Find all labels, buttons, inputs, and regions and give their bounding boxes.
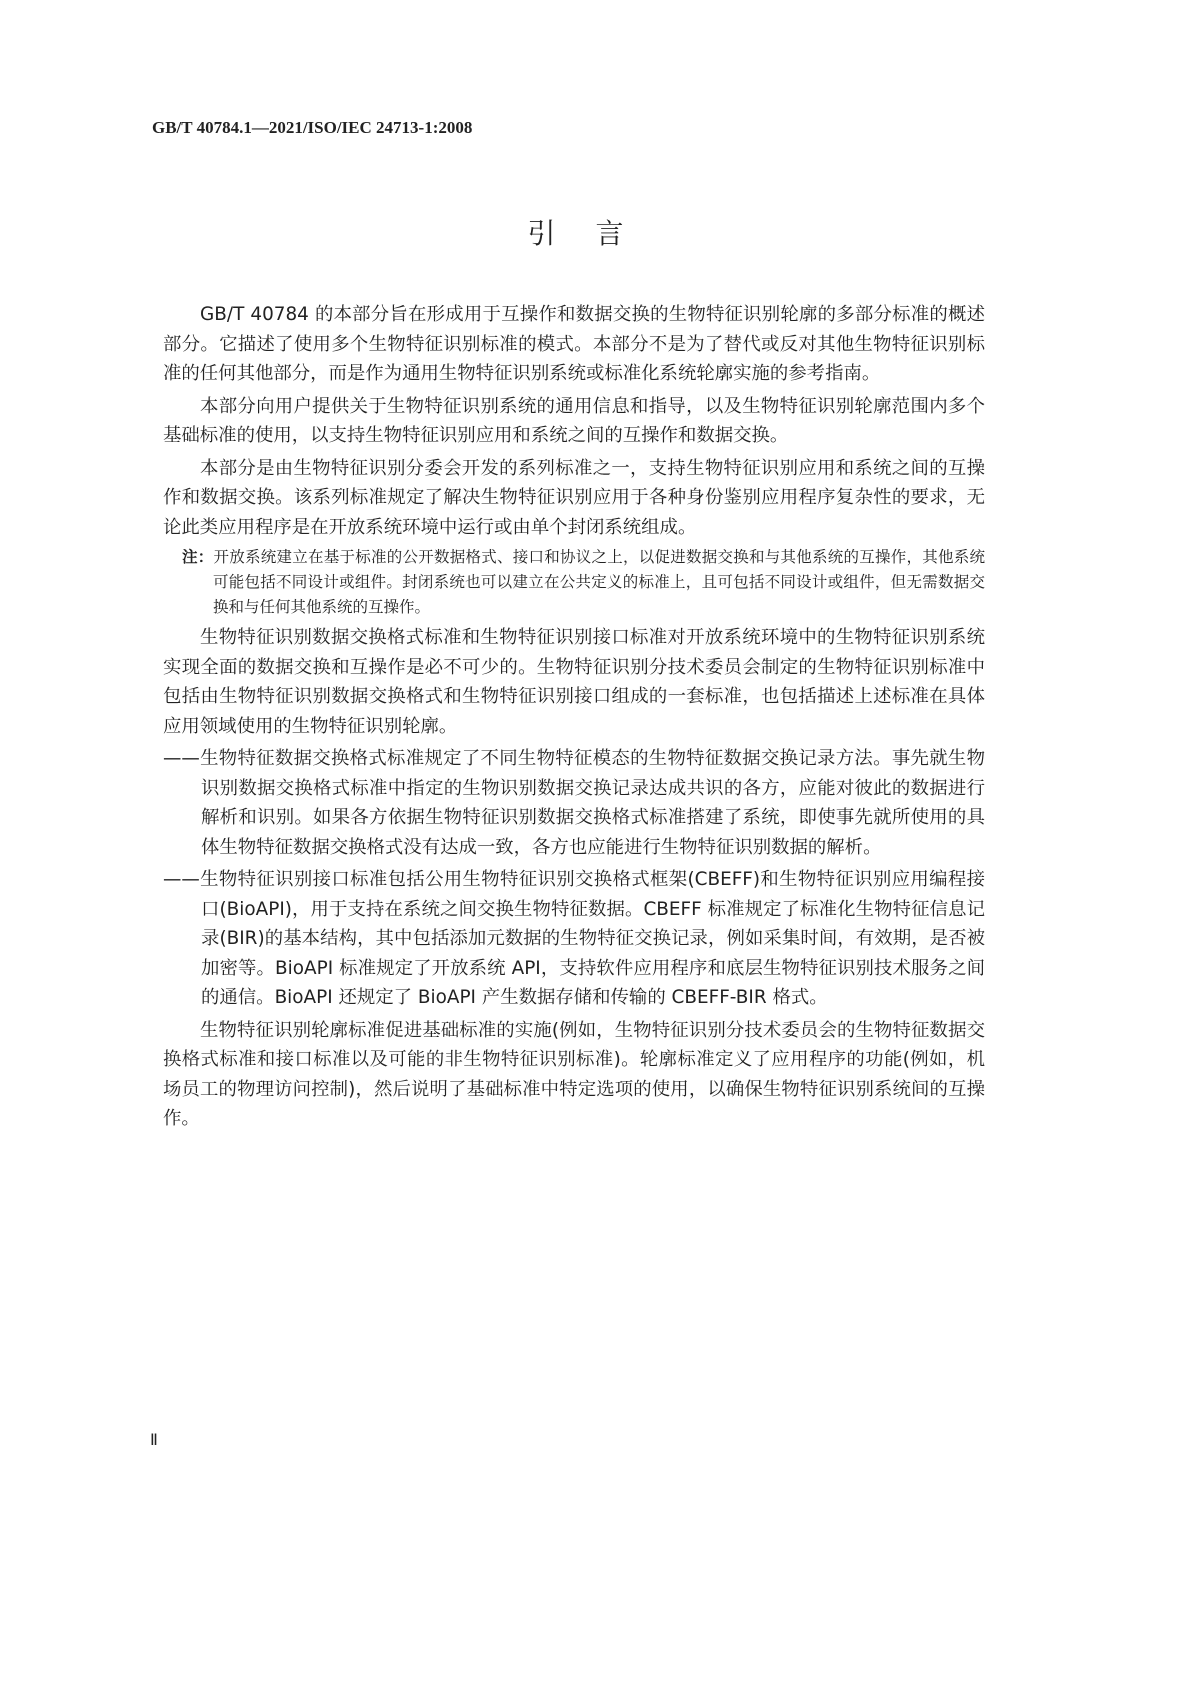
paragraph: GB/T 40784 的本部分旨在形成用于互操作和数据交换的生物特征识别轮廓的多部分标准的概述部分。它描述了使用多个生物特征识别标准的模式。本部分不是为了替代或反对其他生物特征识别标准的任何其他部分，而是作为通用生物特征识别系统或标准化系统轮廓实施的参考指南。: [163, 304, 985, 384]
paragraph: 生物特征识别轮廓标准促进基础标准的实施(例如，生物特征识别分技术委员会的生物特征数据交换格式标准和接口标准以及可能的非生物特征识别标准)。轮廓标准定义了应用程序的功能(例如，机场员工的物理访问控制)，然后说明了基础标准中特定选项的使用，以确保生物特征识别系统间的互操作。: [163, 1019, 985, 1129]
list-item: ——生物特征数据交换格式标准规定了不同生物特征模态的生物特征数据交换记录方法。事先就生物识别数据交换格式标准中指定的生物识别数据交换记录达成共识的各方，应能对彼此的数据进行解析和识别。如果各方依据生物特征识别数据交换格式标准搭建了系统，即使事先就所使用的具体生物特征数据交换格式没有达成一致，各方也应能进行生物特征识别数据的解析。: [163, 748, 985, 858]
list-item: ——生物特征识别接口标准包括公用生物特征识别交换格式框架(CBEFF)和生物特征识别应用编程接口(BioAPI)，用于支持在系统之间交换生物特征数据。CBEFF 标准规定了标准化生物特征信息记录(BIR)的基本结构，其中包括添加元数据的生物特征交换记录，例如采集时间，有效期，是否被加密等。BioAPI 标准规定了开放系统 API，支持软件应用程序和底层生物特征识别技术服务之间的通信。BioAPI 还规定了 BioAPI 产生数据存储和传输的 CBEFF-BIR 格式。: [163, 869, 985, 1008]
page-number: Ⅱ: [150, 1432, 158, 1449]
paragraph: 生物特征识别数据交换格式标准和生物特征识别接口标准对开放系统环境中的生物特征识别系统实现全面的数据交换和互操作是必不可少的。生物特征识别分技术委员会制定的生物特征识别标准中包括由生物特征识别数据交换格式和生物特征识别接口组成的一套标准，也包括描述上述标准在具体应用领域使用的生物特征识别轮廓。: [163, 627, 985, 737]
section-title: 引言: [527, 217, 664, 250]
note-label: 注：: [182, 548, 214, 566]
paragraph: 本部分向用户提供关于生物特征识别系统的通用信息和指导，以及生物特征识别轮廓范围内多个基础标准的使用，以支持生物特征识别应用和系统之间的互操作和数据交换。: [163, 395, 985, 446]
note-text: 开放系统建立在基于标准的公开数据格式、接口和协议之上，以促进数据交换和与其他系统的互操作，其他系统可能包括不同设计或组件。封闭系统也可以建立在公共定义的标准上，且可包括不同设计或组件，但无需数据交换和与任何其他系统的互操作。: [213, 548, 985, 616]
document-header: GB/T 40784.1—2021/ISO/IEC 24713-1:2008: [152, 118, 473, 137]
note: [173, 545, 985, 620]
paragraph: 本部分是由生物特征识别分委会开发的系列标准之一，支持生物特征识别应用和系统之间的互操作和数据交换。该系列标准规定了解决生物特征识别应用于各种身份鉴别应用程序复杂性的要求，无论此类应用程序是在开放系统环境中运行或由单个封闭系统组成。: [163, 457, 985, 538]
document-body: [163, 300, 985, 1137]
